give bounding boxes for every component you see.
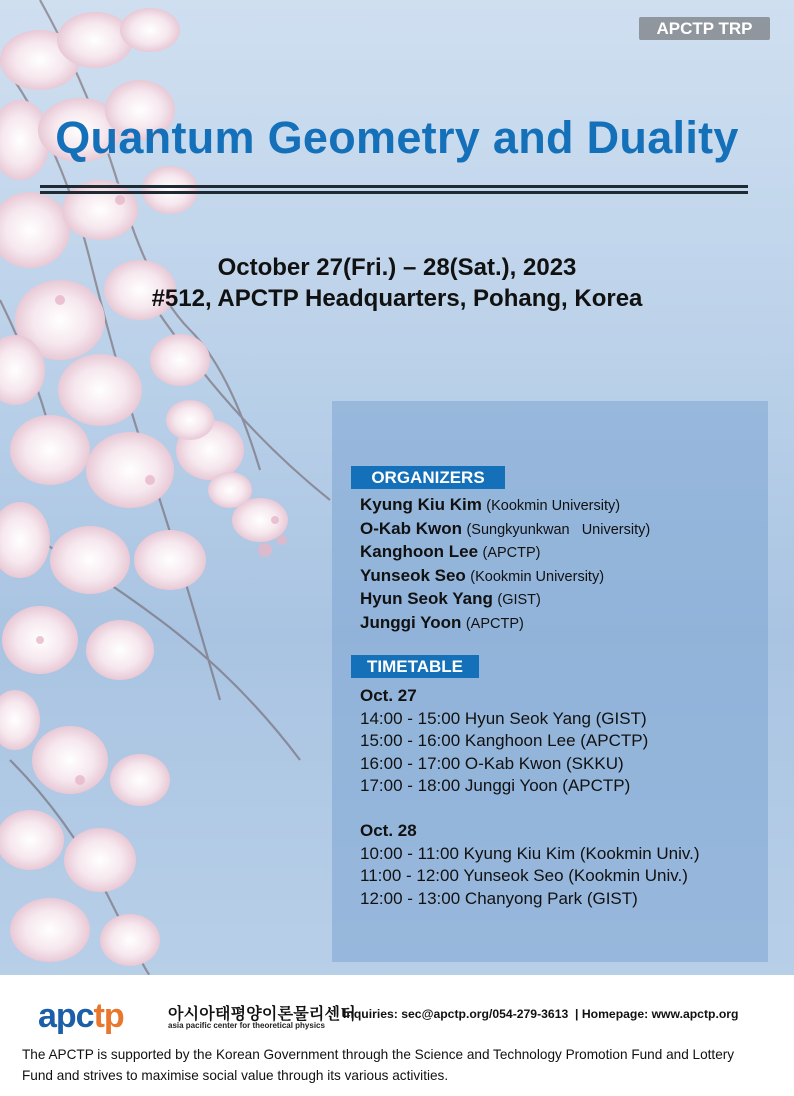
event-venue: #512, APCTP Headquarters, Pohang, Korea — [151, 285, 643, 312]
timetable-talk: 16:00 - 17:00 O-Kab Kwon (SKKU) — [360, 753, 624, 773]
timetable-day-2 — [360, 820, 700, 910]
organizer-item: Hyun Seok Yang (GIST) — [360, 589, 541, 609]
timetable-day-heading: Oct. 28 — [360, 821, 417, 840]
timetable-talk: 12:00 - 13:00 Chanyong Park (GIST) — [360, 888, 638, 908]
program-badge: APCTP TRP — [639, 17, 770, 40]
event-title: Quantum Geometry and Duality — [55, 112, 739, 163]
organizer-item: O-Kab Kwon (Sungkyunkwan University) — [360, 518, 651, 538]
contact-info: Inquiries: sec@apctp.org/054-279-3613 | Homepage: www.apctp.org — [343, 1007, 739, 1021]
timetable-talk: 14:00 - 15:00 Hyun Seok Yang (GIST) — [360, 708, 647, 728]
timetable-label: TIMETABLE — [351, 655, 479, 678]
organizer-item: Kanghoon Lee (APCTP) — [360, 542, 541, 562]
support-statement: The APCTP is supported by the Korean Government through the Science and Technology Promotion Fund and Lottery Fund and strives to maximise social value through its various activities. — [22, 1047, 735, 1083]
org-name-english: asia pacific center for theoretical physics — [168, 1021, 325, 1030]
organizers-label: ORGANIZERS — [351, 466, 505, 489]
organizer-item: Kyung Kiu Kim (Kookmin University) — [360, 495, 621, 514]
timetable-talk: 17:00 - 18:00 Junggi Yoon (APCTP) — [360, 776, 631, 796]
event-info — [0, 252, 794, 314]
title-divider-top — [40, 185, 748, 188]
organizer-list — [360, 494, 650, 636]
timetable-day-heading: Oct. 27 — [360, 686, 417, 705]
timetable-day-1 — [360, 685, 648, 798]
apctp-logo — [38, 997, 156, 1035]
event-dates: October 27(Fri.) – 28(Sat.), 2023 — [217, 254, 577, 281]
timetable-talk: 10:00 - 11:00 Kyung Kiu Kim (Kookmin Univ.) — [360, 843, 700, 863]
org-name-korean: 아시아태평양이론물리센터 — [168, 1006, 356, 1023]
title-divider-bottom — [40, 191, 748, 194]
timetable-talk: 15:00 - 16:00 Kanghoon Lee (APCTP) — [360, 731, 649, 751]
timetable-talk: 11:00 - 12:00 Yunseok Seo (Kookmin Univ.) — [360, 866, 688, 886]
organizer-item: Junggi Yoon (APCTP) — [360, 612, 524, 632]
svg-text:apctp: apctp — [38, 997, 124, 1035]
organizer-item: Yunseok Seo (Kookmin University) — [360, 565, 605, 585]
